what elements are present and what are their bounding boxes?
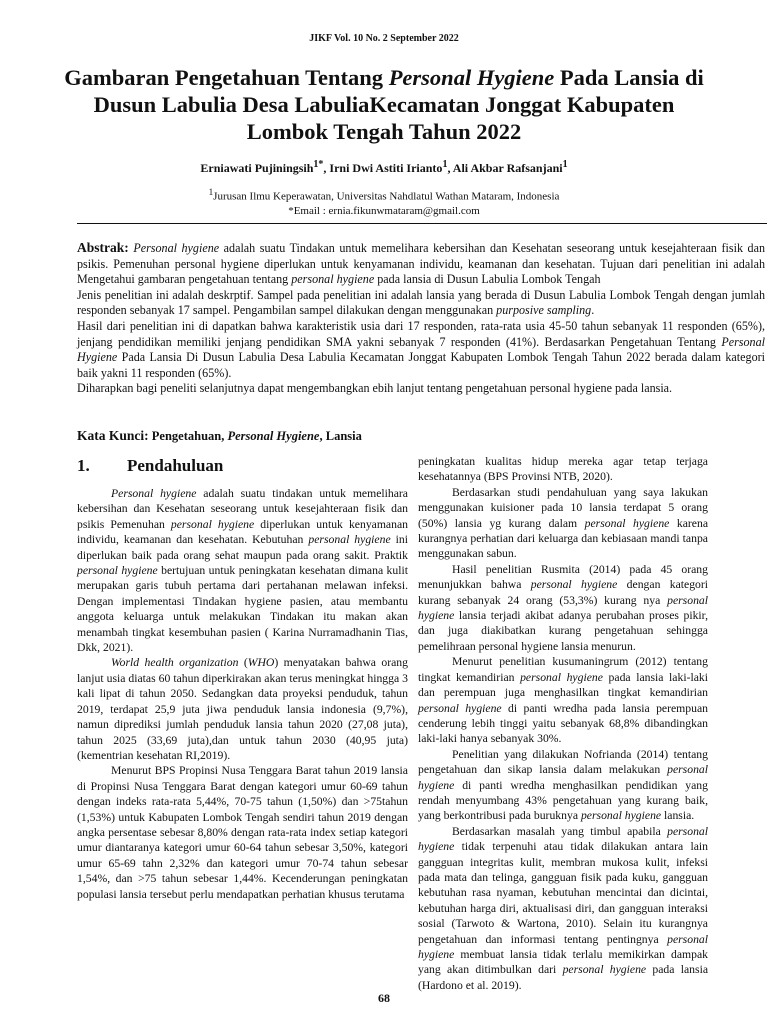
body-paragraph <box>77 486 408 655</box>
term: personal hygiene <box>520 670 603 684</box>
body-paragraph <box>418 654 708 746</box>
corresponding-email: *Email : ernia.fikunwmataram@gmail.com <box>288 204 480 217</box>
abstract-paragraph: Diharapkan bagi peneliti selanjutnya dapat mengembangkan ebih lanjut tentang pengetahuan personal hygiene pada lansia. <box>77 381 673 396</box>
section-title: Pendahuluan <box>127 456 224 475</box>
right-column <box>418 454 708 993</box>
term: personal hygiene <box>308 533 391 547</box>
body-text: diperlukan untuk kenyamanan individu, keamanan dan kesehatan. Kebutuhan <box>77 517 408 547</box>
body-text: di panti wredha pada lansia perempuan cenderung lebih tinggi yaitu sebanyak 68,8% dibandingkan laki-laki hanya sebanyak 30%. <box>418 701 708 746</box>
abstract-text: pada lansia di Dusun Labulia Lombok Tengah <box>374 272 601 287</box>
term: personal hygiene <box>580 809 662 823</box>
body-paragraph <box>418 824 708 993</box>
abstract <box>77 240 765 397</box>
keyword-1: Pengetahuan, <box>148 429 228 443</box>
body-text: di panti wredha menghasilkan pendidikan yang rendah menyumbang 43% pengetahuan yang kurang baik, yang berkontribusi pada buruknya <box>418 778 708 823</box>
body-text: Berdasarkan studi pendahuluan yang saya lakukan menggunakan kuisioner pada 10 lansia terdapat 5 orang (50%) lansia yg kurang dalam <box>418 485 708 530</box>
body-text: Berdasarkan masalah yang timbul apabila <box>452 824 668 838</box>
body-paragraph <box>418 562 708 654</box>
affiliation-sup: 1 <box>208 187 214 197</box>
abstract-term: Personal hygiene <box>133 241 220 255</box>
author-1-sup: 1* <box>313 159 324 170</box>
author-3: , Ali Akbar Rafsanjani <box>447 161 563 175</box>
author-1: Erniawati Pujiningsih <box>200 161 314 175</box>
title-part2: Pada Lansia di Dusun Labulia Desa LabuliaKecamatan Jonggat Kabupaten Lombok Tengah Tahun 2022 <box>93 65 704 144</box>
keywords <box>77 428 765 444</box>
abstract-term: personal hygiene <box>291 272 375 287</box>
affiliation-line <box>0 185 768 204</box>
abstract-term: Personal Hygiene <box>77 334 765 365</box>
abstract-text: Pada Lansia Di Dusun Labulia Desa Labulia Kecamatan Jonggat Kabupaten Lombok Tengah Tahun 2022 berada dalam kategori baik yakni 11 responden (65%). <box>77 350 765 380</box>
term: personal hygiene <box>418 701 502 715</box>
body-paragraph <box>418 485 708 562</box>
body-text: lansia terjadi akibat adanya perubahan proses pikir, dan juga diakibatkan kurang pengetahuan sehingga pemelihraan personal hygiene lansia menurun. <box>418 609 708 653</box>
term: personal hygiene <box>530 578 618 592</box>
term: personal hygiene <box>77 564 158 578</box>
body-text: lansia. <box>661 809 695 823</box>
author-2: , Irni Dwi Astiti Irianto <box>323 161 443 175</box>
author-2-sup: 1 <box>442 159 448 170</box>
section-number: 1. <box>77 456 90 475</box>
term: Personal hygiene <box>111 487 197 500</box>
term: World health organization <box>111 656 239 670</box>
body-paragraph: Menurut BPS Propinsi Nusa Tenggara Barat tahun 2019 lansia di Propinsi Nusa Tenggara Barat dengan kategori umur 60-69 tahun dengan indeks rata-rata 5,44%, 70-75 tahun (1,50%) dan >75tahun (1,53%) untuk Kabupaten Lombok Tengah sendiri tahun 2019 dengan angka persentase sebesar 8,80% dengan rata-rata index setiap kategori umur diantaranya kategori umur 60-64 tahun sebesar 3,50%, kategori umur 65-69 tahn 2,32% dan kategori umur 70-74 tahun sebesar 1,54%, dan >75 tahun sebesar 1,44%. Kecenderungan peningkatan populasi lansia tersebut perlu mendapatkan perhatian khusus terutama <box>77 764 408 901</box>
body-paragraph <box>418 747 708 824</box>
section-heading <box>77 456 408 476</box>
author-list <box>0 159 768 176</box>
left-column <box>77 486 408 902</box>
body-paragraph: peningkatan kualitas hidup mereka agar tetap terjaga kesehatannya (BPS Provinsi NTB, 2020). <box>418 455 708 484</box>
body-text: membuat lansia tidak terlalu memikirkan dampak yang akan ditimbulkan dari <box>418 948 708 977</box>
body-text: Penelitian yang dilakukan Nofrianda (2014) tentang pengetahuan dan sikap lansia dalam melakukan <box>418 747 708 777</box>
abstract-label: Abstrak: <box>77 240 129 255</box>
title-part1: Gambaran Pengetahuan Tentang <box>64 65 389 90</box>
keyword-2: Personal Hygiene <box>227 429 320 443</box>
body-text: bertujuan untuk peningkatan kesehatan dimana kulit merupakan garis tubuh pertama dari pertahanan melawan infeksi. Dengan implementasi Tindakan hygiene pasien, atau membantu anggota keluarga untuk melakukan Tindakan itu makan akan menambah tingkat kesembuhan pasien ( Karina Nurramadhanin Tias, Dkk, 2021). <box>77 564 408 655</box>
page-number: 68 <box>378 991 390 1005</box>
paper-title <box>60 64 708 145</box>
body-text: karena kurangnya perhatian dari keluarga dan kebiasaan mandi tanpa menggunakan sabun. <box>418 516 709 561</box>
body-text: tidak terpenuhi atau tidak dilakukan antara lain gangguan integritas kulit, membran mukosa kulit, infeksi pada mata dan telinga, gangguan fisik pada kuku, gangguan kebutuhan rasa nyaman, kebutuhan mencintai dan dicintai, kebutuhan harga diri, aktualisasi diri, dan gangguan interaksi sosial (Tarwoto & Wartona, 2010). Selain itu kurangnya pengetahuan dan informasi tentang pentingnya <box>418 840 708 946</box>
body-text: ) menyatakan bahwa orang lanjut usia diatas 60 tahun diperkirakan akan terus meningkat hingga 3 kali lipat di tahun 2050. Sedangkan data proyeksi penduduk, tahun 2019, terdapat 25,9 juta jiwa penduduk lansia indonesia (9,7%), namun diprediksi jumlah penduduk lansia tahun 2020 (27,08 juta), tahun 2025 (33,69 juta),dan untuk tahun 2030 (40,95 juta) (kementrian kesehatan RI,2019). <box>77 656 408 762</box>
abstract-term: purposive sampling <box>496 303 592 318</box>
body-text: pada lansia (Hardono et al. 2019). <box>418 963 709 992</box>
body-text: pada lansia laki-laki dan perempuan juga menghasilkan tingkat kemandirian <box>418 670 709 700</box>
author-3-sup: 1 <box>562 159 568 170</box>
body-text: adalah suatu tindakan untuk memelihara kebersihan dan Kesehatan seseorang untuk kesejahteraan fisik dan psikis Pemenuhan <box>77 487 408 531</box>
body-paragraph <box>77 655 408 763</box>
title-italic: Personal Hygiene <box>388 65 555 90</box>
term: personal hygiene <box>170 517 255 531</box>
abstract-text: Jenis penelitian ini adalah deskrptif. Sampel pada penelitian ini adalah lansia yang berada di Dusun Labulia Lombok Tengah dengan jumlah responden sebanyak 17 sampel. Pengambilan sampel dilakukan dengan menggunakan <box>77 287 765 318</box>
abstract-paragraph <box>77 240 765 288</box>
abstract-paragraph <box>77 288 765 319</box>
term: WHO <box>247 656 275 670</box>
abstract-text: . <box>591 303 595 318</box>
term: personal hygiene <box>584 516 670 530</box>
term: personal hygiene <box>418 824 708 854</box>
journal-header: JIKF Vol. 10 No. 2 September 2022 <box>309 33 459 44</box>
abstract-paragraph <box>77 319 765 381</box>
term: personal hygiene <box>418 763 708 792</box>
affiliation <box>0 185 768 218</box>
term: personal hygiene <box>418 932 708 961</box>
body-text: ( <box>238 656 248 670</box>
term: personal hygiene <box>418 593 708 623</box>
abstract-text: adalah suatu Tindakan untuk memelihara kebersihan dan Kesehatan seseorang untuk kesejahteraan fisik dan psikis. Pemenuhan personal hygiene diperlukan untuk kenyamanan individu, keamanan dan kesehatan. Tujuan dari penelitian ini adalah Mengetahui gambaran pengetahuan tentang <box>77 241 766 287</box>
keywords-label: Kata Kunci: <box>77 428 149 443</box>
body-text: ini diperlukan baik pada orang sehat maupun pada orang sakit. Praktik <box>77 533 408 562</box>
body-text: dengan kategori kurang sebanyak 24 orang (53,3%) kurang nya <box>418 578 709 607</box>
body-text: Hasil penelitian Rusmita (2014) pada 45 orang menunjukkan bahwa <box>418 562 708 592</box>
term: personal hygiene <box>562 963 647 977</box>
keyword-3: , Lansia <box>319 429 362 443</box>
body-text: Menurut penelitian kusumaningrum (2012) tentang tingkat kemandirian <box>418 655 708 684</box>
abstract-text: Hasil dari penelitian ini di dapatkan bahwa karakteristik usia dari 17 responden, rata-rata usia 45-50 tahun sebanyak 11 responden (65%), jenjang pendidikan memiliki jenjang pendidikan SMA yakni sebanyak 7 responden (41%). Berdasarkan Pengetahuan Tentang <box>77 318 765 349</box>
affiliation-text: Jurusan Ilmu Keperawatan, Universitas Nahdlatul Wathan Mataram, Indonesia <box>213 190 560 203</box>
header-divider <box>77 223 767 224</box>
